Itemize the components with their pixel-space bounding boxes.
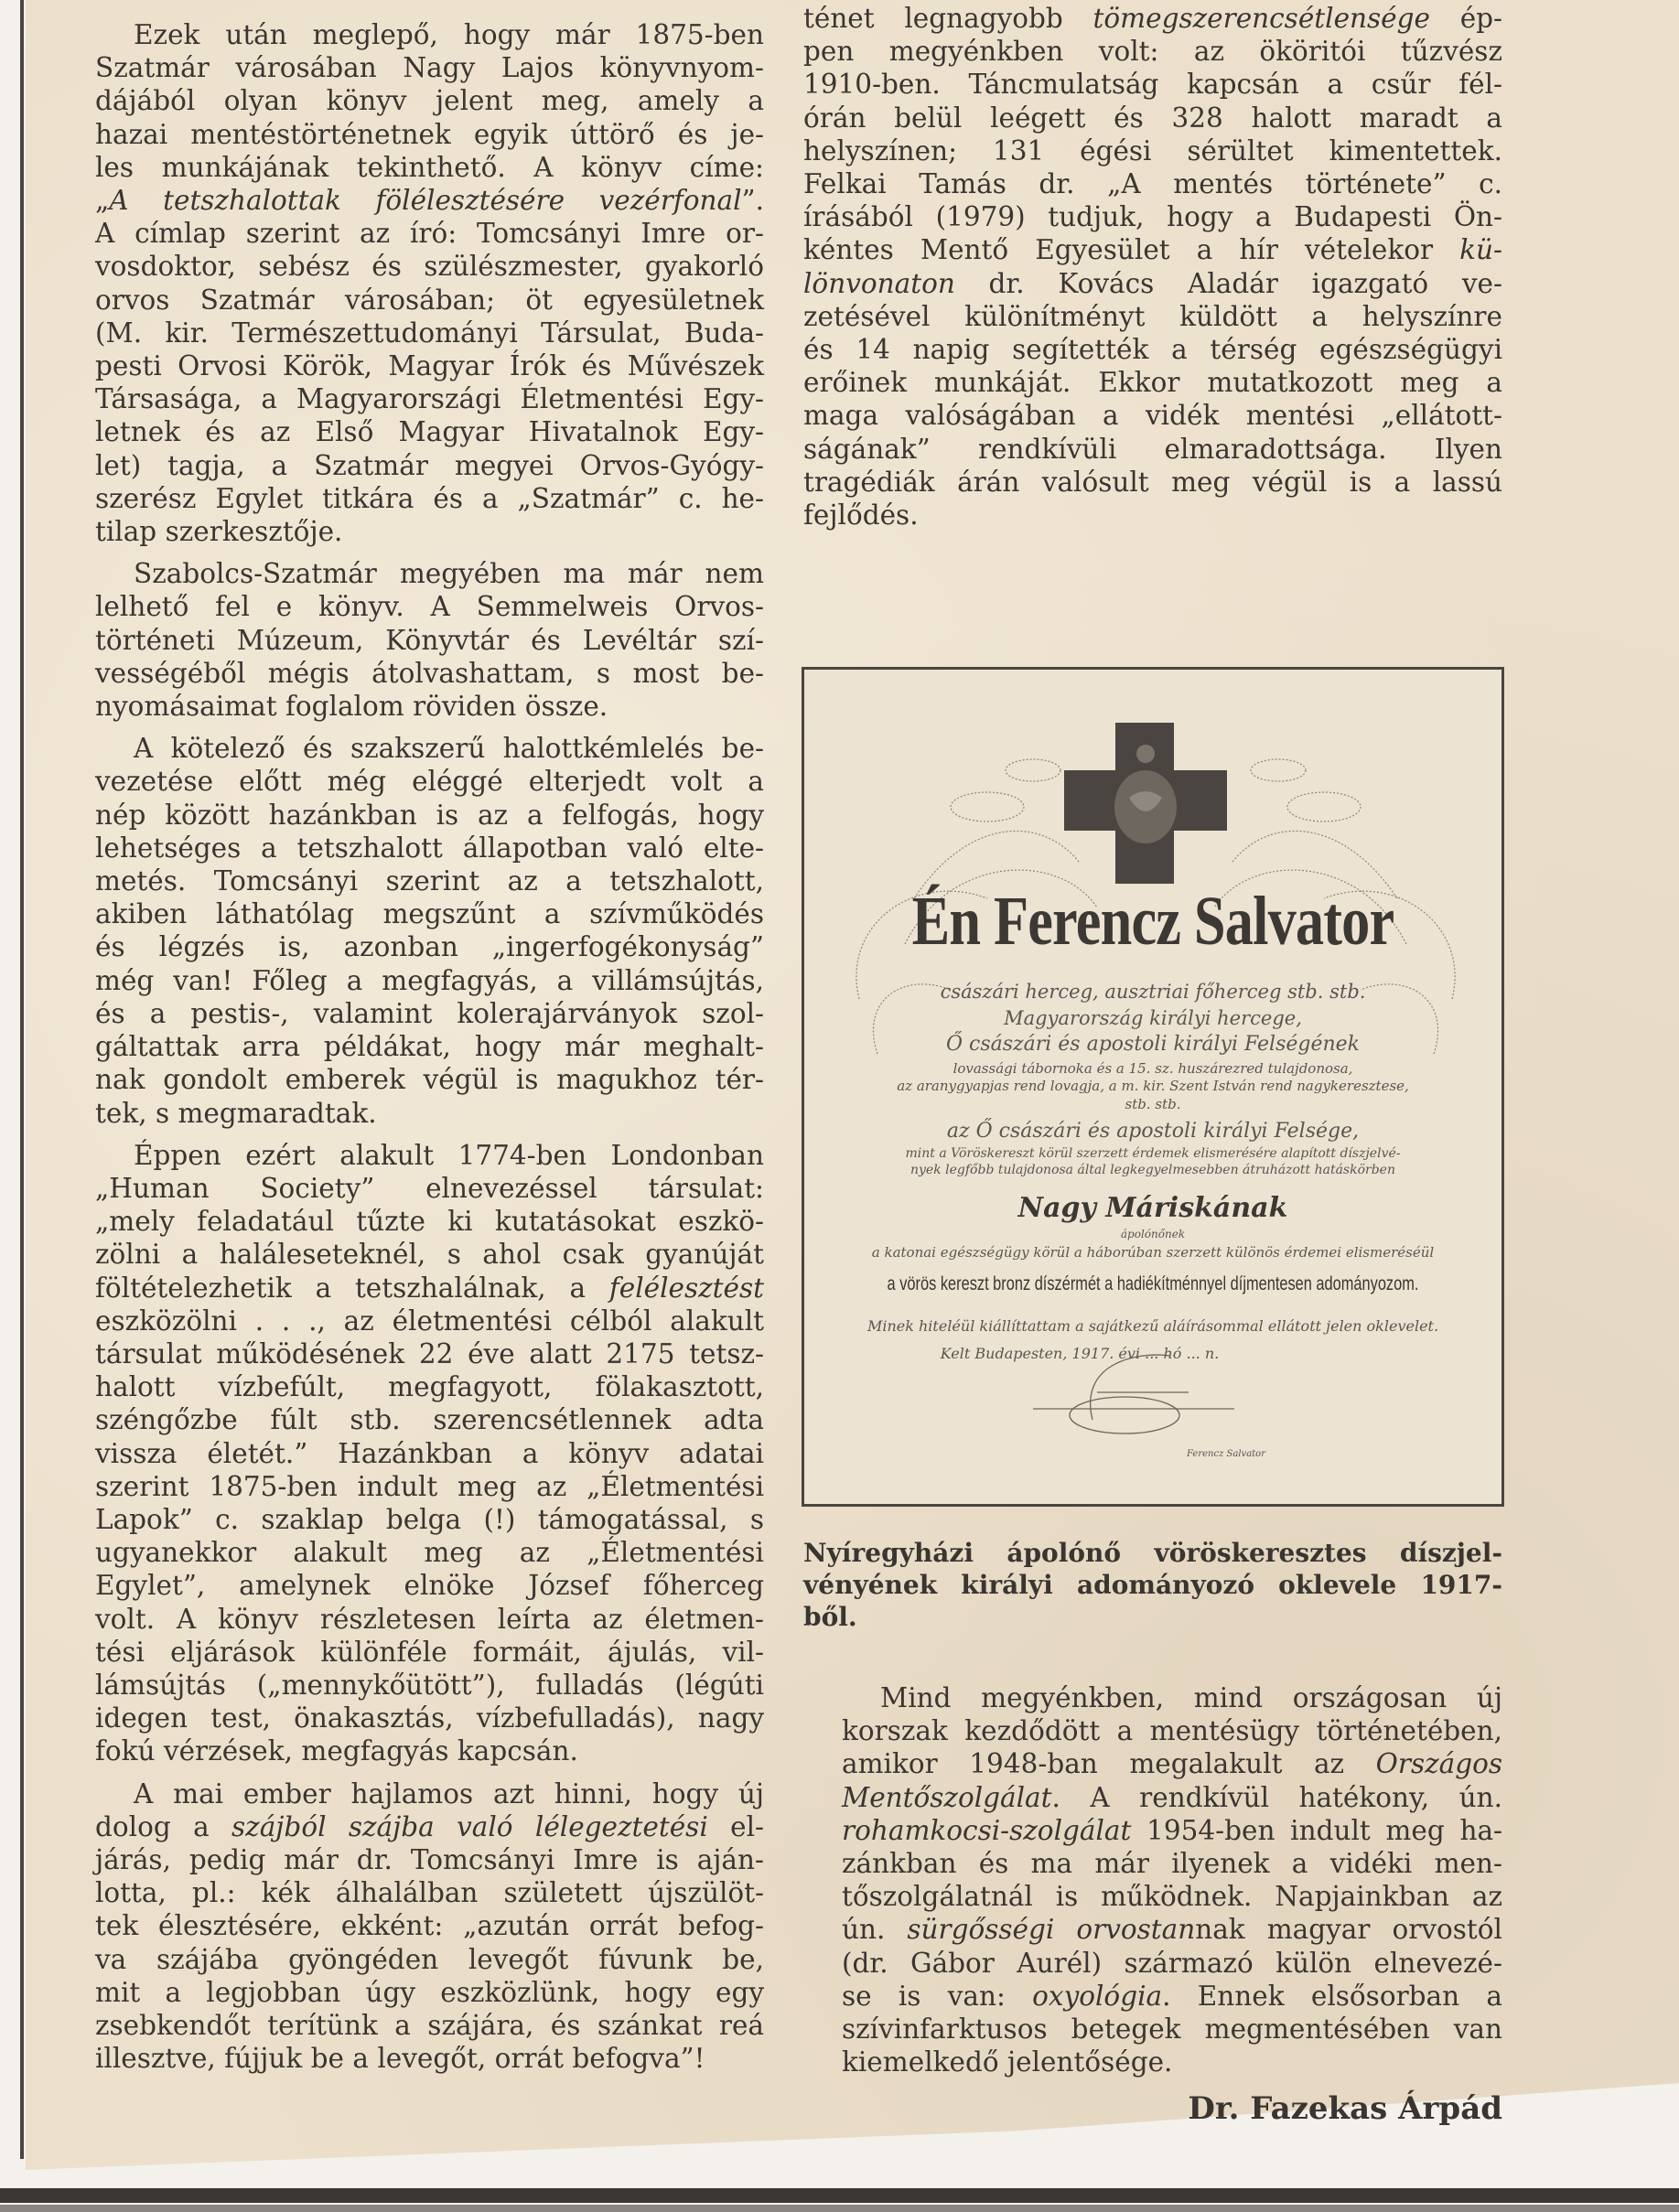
certificate-title: Én Ferencz Salvator (911, 883, 1394, 960)
text-line: ságának” rendkívüli elmaradottsága. Ilyen (803, 433, 1502, 465)
text-line: letnek és az Első Magyar Hivatalnok Egy- (95, 416, 764, 448)
left-column (57, 18, 764, 2075)
text-line: (M. kir. Természettudományi Társulat, Buda- (95, 317, 764, 349)
scanner-edge-lower (0, 2205, 1679, 2212)
text-line: A mai ember hajlamos azt hinni, hogy új (134, 1777, 764, 1809)
text-line: vezetése előtt még eléggé elterjedt volt a (95, 766, 764, 798)
certificate-line: lovassági tábornoka és a 15. sz. huszárezred tulajdonosa, (953, 1060, 1353, 1077)
text-line: helyszínen; 131 égési sérültet kimentettek. (803, 134, 1502, 166)
text-line: társulat működésének 22 éve alatt 2175 tetsz- (95, 1337, 764, 1369)
text-line: metés. Tomcsányi szerint az a tetszhalott, (95, 865, 764, 897)
text-line: vosdoktor, sebész és szülészmester, gyakorló (95, 251, 764, 283)
text-line: nak gondolt emberek végül is magukhoz tér- (95, 1064, 764, 1096)
certificate-line: a katonai egészségügy körül a háborúban szerzett különös érdemei elismeréséül (871, 1244, 1435, 1261)
text-line: Éppen ezért alakult 1774-ben Londonban (134, 1139, 764, 1171)
text-line: halott vízbefúlt, megfagyott, fölakasztott, (95, 1371, 764, 1403)
text-line: dolog a szájból szájba való lélegeztetési el- (95, 1810, 764, 1842)
text-line: történeti Múzeum, Könyvtár és Levéltár szí- (95, 624, 764, 656)
text-line: „Human Society” elnevezéssel társulat: (95, 1172, 764, 1204)
certificate-line: Ő császári és apostoli királyi Felségének (945, 1033, 1361, 1056)
caption-line: ből. (803, 1602, 857, 1632)
paragraph (57, 732, 764, 1129)
text-line: ún. sürgősségi orvostannak magyar orvostól (842, 1914, 1502, 1946)
text-line: let) tagja, a Szatmár megyei Orvos-Gyógy- (95, 449, 764, 481)
text-line: járás, pedig már dr. Tomcsányi Imre is aján- (95, 1843, 764, 1875)
text-line: és 14 napig segítették a térség egészségügyi (803, 334, 1502, 366)
text-line: kéntes Mentő Egyesület a hír vételekor kü- (803, 234, 1502, 266)
signature-flourish (1033, 1355, 1234, 1434)
text-line: eszközölni . . ., az életmentési célból alakult (95, 1305, 764, 1337)
right-column-top (803, 2, 1502, 532)
text-line: szerész Egylet titkára és a „Szatmár” c. he- (95, 482, 764, 514)
text-line: és a pestis-, valamint kolerajárványok szol- (95, 997, 764, 1029)
text-line: tragédiák árán valósult meg végül is a lassú (803, 466, 1502, 498)
certificate-date: Kelt Budapesten, 1917. évi ... hó ... n. (940, 1345, 1220, 1362)
right-column-bottom (803, 1681, 1502, 2078)
certificate-line: az aranygyapjas rend lovagja, a m. kir. Szent István rend nagykeresztese, (897, 1078, 1409, 1094)
text-line: írásából (1979) tudjuk, hogy a Budapesti Ön- (803, 201, 1502, 233)
column-rule (20, 0, 24, 2159)
text-line: Felkai Tamás dr. „A mentés története” c. (803, 168, 1502, 200)
certificate-image (802, 667, 1504, 1507)
certificate-line: az Ő császári és apostoli királyi Felsége, (946, 1120, 1360, 1143)
text-line: Lapok” c. szaklap belga (!) támogatással, s (95, 1503, 764, 1535)
text-line: fejlődés. (803, 499, 919, 532)
paragraph (57, 18, 764, 548)
scanner-edge (0, 2188, 1679, 2203)
text-line: Ezek után meglepő, hogy már 1875-ben (134, 19, 764, 50)
text-line: vességéből mégis átolvashattam, s most be- (95, 657, 764, 689)
certificate-line: Minek hiteléül kiállíttattam a sajátkezű aláírásommal ellátott jelen oklevelet. (866, 1317, 1439, 1335)
paragraph (803, 1681, 1502, 2078)
text-line: Egylet”, amelynek elnöke József főherceg (95, 1570, 764, 1602)
text-line: maga valóságában a vidék mentési „ellátott- (803, 400, 1502, 432)
paragraph (57, 1777, 764, 2076)
text-line: va szájába gyöngéden levegőt fúvunk be, (95, 1943, 764, 1975)
certificate-line: stb. stb. (1125, 1096, 1181, 1112)
text-line: idegen test, önakasztás, vízbefulladás), nagy (95, 1702, 764, 1734)
text-line: Mind megyénkben, mind országosan új (880, 1682, 1502, 1713)
text-line: tőszolgálatnál is működnek. Napjainkban az (842, 1881, 1502, 1913)
text-line: orvos Szatmár városában; öt egyesületnek (95, 284, 764, 316)
text-line: hazai mentéstörténetnek egyik úttörő és je- (95, 118, 764, 150)
text-line: ténet legnagyobb tömegszerencsétlensége ép- (803, 3, 1503, 34)
text-line: nyomásaimat foglalom röviden össze. (95, 691, 608, 723)
caption-line: Nyíregyházi ápolónő vöröskeresztes díszjel- (803, 1538, 1502, 1568)
text-line: még van! Főleg a megfagyás, a villámsújtás, (95, 964, 764, 996)
text-line: rohamkocsi-szolgálat 1954-ben indult meg ha- (842, 1814, 1502, 1846)
certificate-signature: Ferencz Salvator (1187, 1449, 1265, 1459)
text-line: erőinek munkáját. Ekkor mutatkozott meg a (803, 367, 1502, 399)
text-line: vissza életét.” Hazánkban a könyv adatai (95, 1437, 764, 1469)
text-line: és légzés is, azonban „ingerfogékonyság” (95, 931, 764, 963)
text-line: illesztve, fújjuk be a levegőt, orrát befogva”! (95, 2043, 705, 2075)
text-line: lelhető fel e könyv. A Semmelweis Orvos- (95, 591, 764, 623)
text-line: volt. A könyv részletesen leírta az életmen- (95, 1603, 764, 1635)
text-line: zetésével különítményt küldött a helyszínre (803, 300, 1502, 332)
paragraph (57, 1139, 764, 1768)
red-cross-emblem-icon (1064, 723, 1227, 884)
text-line: nép között hazánkban is az a felfogás, hogy (95, 799, 764, 831)
image-caption (803, 1537, 1502, 1633)
text-line: A kötelező és szakszerű halottkémlelés be- (134, 733, 764, 765)
paragraph (57, 557, 764, 723)
text-line: zölni a haláleseteknél, s ahol csak gyanúját (95, 1239, 764, 1271)
text-line: les munkájának tekinthető. A könyv címe: (95, 151, 764, 183)
author-byline: Dr. Fazekas Árpád (1188, 2090, 1502, 2127)
text-line: szívinfarktusos betegek megmentésében van (842, 2013, 1502, 2046)
text-line: lehetséges a tetszhalott állapotban való elte- (95, 832, 764, 864)
text-line: tek élesztésére, ekként: „azután orrát befog- (95, 1910, 764, 1942)
text-line: tilap szerkesztője. (95, 516, 343, 548)
text-line: ugyanekkor alakult meg az „Életmentési (95, 1537, 764, 1569)
text-line: amikor 1948-ban megalakult az Országos (842, 1748, 1502, 1780)
certificate-line: császári herceg, ausztriai főherceg stb. stb. (940, 981, 1366, 1003)
text-line: lotta, pl.: kék álhalálban született újszülöt- (95, 1877, 764, 1909)
certificate-line: ápolónőnek (1120, 1228, 1186, 1240)
text-line: korszak kezdődött a mentésügy történetében, (842, 1715, 1502, 1747)
text-line: zánkban és ma már ilyenek a vidéki men- (842, 1848, 1502, 1880)
certificate-award-line: a vörös kereszt bronz díszérmét a hadiékítménnyel díjmentesen adományozom. (887, 1273, 1419, 1294)
text-line: „mely feladatául tűzte ki kutatásokat eszkö- (95, 1206, 764, 1238)
text-line: tési eljárások különféle formáit, ájulás, vil- (95, 1636, 764, 1668)
text-line: fokú vérzések, megfagyás kapcsán. (95, 1735, 578, 1767)
paragraph (803, 2, 1502, 532)
text-line: órán belül leégett és 328 halott maradt a (803, 102, 1502, 134)
text-line: „A tetszhalottak fölélesztésére vezérfonal”. (95, 185, 764, 217)
text-line: gáltattak arra példákat, hogy már meghalt- (95, 1031, 764, 1063)
text-line: Mentőszolgálat. A rendkívül hatékony, ún. (842, 1781, 1502, 1813)
text-line: 1910-ben. Táncmulatság kapcsán a csűr fél- (803, 69, 1502, 101)
text-line: Társasága, a Magyarországi Életmentési Egy- (95, 383, 764, 415)
certificate-recipient: Nagy Máriskának (1017, 1192, 1288, 1224)
text-line: (dr. Gábor Aurél) származó külön elnevezé- (842, 1947, 1502, 1979)
text-line: A címlap szerint az író: Tomcsányi Imre or- (95, 218, 764, 250)
caption-line: vényének királyi adományozó oklevele 1917- (803, 1570, 1502, 1600)
text-line: Szatmár városában Nagy Lajos könyvnyom- (95, 52, 764, 84)
text-line: dájából olyan könyv jelent meg, amely a (95, 85, 764, 117)
text-line: Szabolcs-Szatmár megyében ma már nem (134, 558, 764, 590)
certificate-line: Magyarország királyi hercege, (1004, 1007, 1302, 1029)
text-line: tek, s megmaradtak. (95, 1097, 377, 1129)
text-line: pesti Orvosi Körök, Magyar Írók és Művészek (95, 350, 764, 382)
certificate-line: mint a Vöröskereszt körül szerzett érdemek elismerésére alapított díszjelvé- (905, 1146, 1401, 1161)
text-line: lámsújtás („mennykőütött”), fulladás (légúti (95, 1669, 764, 1701)
text-line: kiemelkedő jelentősége. (842, 2046, 1173, 2078)
text-line: mit a legjobban úgy eszközlünk, hogy egy (95, 1976, 764, 2008)
text-line: föltételezhetik a tetszhalálnak, a felélesztést (95, 1272, 764, 1304)
text-line: se is van: oxyológia. Ennek elsősorban a (842, 1980, 1503, 2012)
text-line: széngőzbe fúlt stb. szerencsétlennek adta (95, 1404, 764, 1436)
text-line: pen megyénkben volt: az ököritói tűzvész (803, 36, 1502, 68)
text-line: szerint 1875-ben indult meg az „Életmentési (95, 1470, 764, 1502)
text-line: lönvonaton dr. Kovács Aladár igazgató ve- (803, 267, 1502, 299)
text-line: akiben láthatólag megszűnt a szívműködés (95, 898, 764, 930)
certificate-line: nyek legfőbb tulajdonosa által legkegyelmesebben átruházott hatáskörben (910, 1163, 1395, 1177)
text-line: zsebkendőt terítünk a szájára, és szánkat reá (95, 2009, 764, 2041)
